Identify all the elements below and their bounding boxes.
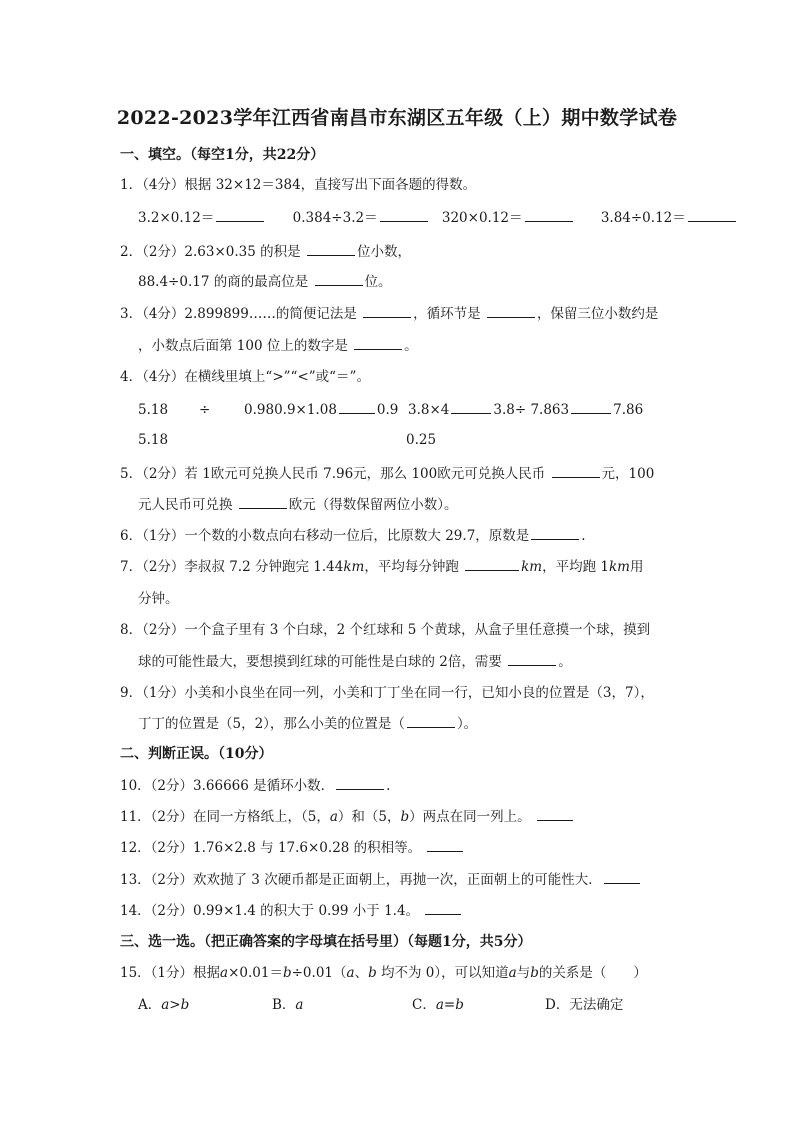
question-1-items: 3.2×0.12＝ 0.384÷3.2＝ 320×0.12＝ 3.84÷0.12＝: [138, 208, 738, 228]
question-8-line-1: 8．（2分）一个盒子里有 3 个白球，2 个红球和 5 个黄球，从盒子里任意摸一个球，摸到: [120, 622, 651, 638]
question-3-line-1: 3．（4分）2.899899……的简便记法是 ，循环节是 ，保留三位小数约是: [120, 306, 659, 322]
q4-item-1: 0.980.9×1.08 0.9: [244, 402, 399, 418]
question-3-line-2: ，小数点后面第 100 位上的数字是 。: [138, 338, 418, 354]
answer-blank[interactable]: [688, 209, 736, 222]
question-2-line-1: 2．（2分）2.63×0.35 的积是 位小数，: [120, 244, 411, 260]
question-5-line-1: 5．（2分）若 1欧元可兑换人民币 7.96元，那么 100欧元可兑换人民币 元，100: [120, 466, 655, 482]
question-7-line-2: 分钟。: [138, 591, 179, 607]
answer-blank[interactable]: [216, 209, 264, 222]
answer-blank[interactable]: [427, 839, 463, 852]
option-c[interactable]: C．a=b: [412, 997, 464, 1013]
answer-blank[interactable]: [525, 209, 573, 222]
answer-blank[interactable]: [336, 777, 384, 790]
question-13: 13．（2分）欢欢抛了 3 次硬币都是正面朝上，再抛一次，正面朝上的可能性大．: [120, 870, 642, 890]
answer-blank[interactable]: [604, 871, 640, 884]
question-9-line-1: 9．（1分）小美和小良坐在同一列，小美和丁丁坐在同一行，已知小良的位置是（3，7），: [120, 685, 654, 701]
answer-blank[interactable]: [407, 715, 455, 728]
q4-divide-sign: ÷: [199, 402, 211, 418]
question-2-line-2: 88.4÷0.17 的商的最高位是 位。: [138, 274, 392, 290]
question-12: 12．（2分）1.76×2.8 与 17.6×0.28 的积相等。: [120, 838, 465, 858]
question-15: 15．（1分）根据a×0.01＝b÷0.01（a、b 均不为 0），可以知道a与b的关系是（ ）: [120, 965, 647, 981]
answer-blank[interactable]: [239, 496, 287, 509]
answer-blank[interactable]: [315, 273, 363, 286]
answer-blank[interactable]: [380, 209, 428, 222]
page-title: 2022-2023学年江西省南昌市东湖区五年级（上）期中数学试卷: [116, 107, 678, 129]
answer-blank[interactable]: [354, 337, 402, 350]
answer-blank[interactable]: [571, 401, 611, 414]
option-a[interactable]: A．a>b: [138, 997, 190, 1013]
q4-item-2: 3.8×4 3.8÷ 7.863 7.86: [408, 402, 644, 418]
answer-blank[interactable]: [465, 558, 519, 571]
answer-blank[interactable]: [451, 401, 491, 414]
q4-fraction-denominator: 5.18: [138, 432, 169, 448]
answer-blank[interactable]: [552, 465, 600, 478]
q4-fraction-numerator: 5.18: [138, 402, 169, 418]
question-4: 4．（4分）在横线里填上“>”“<”或“＝”。: [120, 369, 370, 385]
option-b[interactable]: B．a: [272, 997, 304, 1013]
question-1: 1．（4分）根据 32×12＝384，直接写出下面各题的得数。: [120, 177, 477, 193]
section-3-heading: 三、选一选。（把正确答案的字母填在括号里）（每题1分，共5分）: [120, 934, 532, 950]
question-7-line-1: 7．（2分）李叔叔 7.2 分钟跑完 1.44km，平均每分钟跑 km，平均跑 1km用: [120, 559, 644, 575]
answer-blank[interactable]: [531, 527, 579, 540]
question-14: 14．（2分）0.99×1.4 的积大于 0.99 小于 1.4。: [120, 901, 463, 921]
answer-blank[interactable]: [339, 401, 375, 414]
answer-blank[interactable]: [425, 902, 461, 915]
option-d[interactable]: D．无法确定: [545, 997, 624, 1013]
q4-divisor: 0.25: [406, 432, 437, 448]
question-8-line-2: 球的可能性最大，要想摸到红球的可能性是白球的 2倍，需要 。: [138, 654, 572, 670]
answer-blank[interactable]: [307, 243, 355, 256]
answer-blank[interactable]: [508, 653, 556, 666]
question-11: 11．（2分）在同一方格纸上，（5，a）和（5，b）两点在同一列上。: [120, 807, 575, 827]
answer-blank[interactable]: [537, 808, 573, 821]
section-1-heading: 一、填空。（每空1分，共22分）: [120, 147, 325, 163]
question-5-line-2: 元人民币可兑换 欧元（得数保留两位小数）。: [138, 497, 458, 513]
answer-blank[interactable]: [487, 305, 535, 318]
question-9-line-2: 丁丁的位置是（5，2），那么小美的位置是（ ）。: [138, 716, 478, 732]
question-6: 6．（1分）一个数的小数点向右移动一位后，比原数大 29.7，原数是 .: [120, 528, 586, 544]
question-10: 10．（2分）3.66666 是循环小数． .: [120, 778, 391, 794]
section-2-heading: 二、判断正误。（10分）: [120, 746, 273, 762]
answer-blank[interactable]: [363, 305, 411, 318]
